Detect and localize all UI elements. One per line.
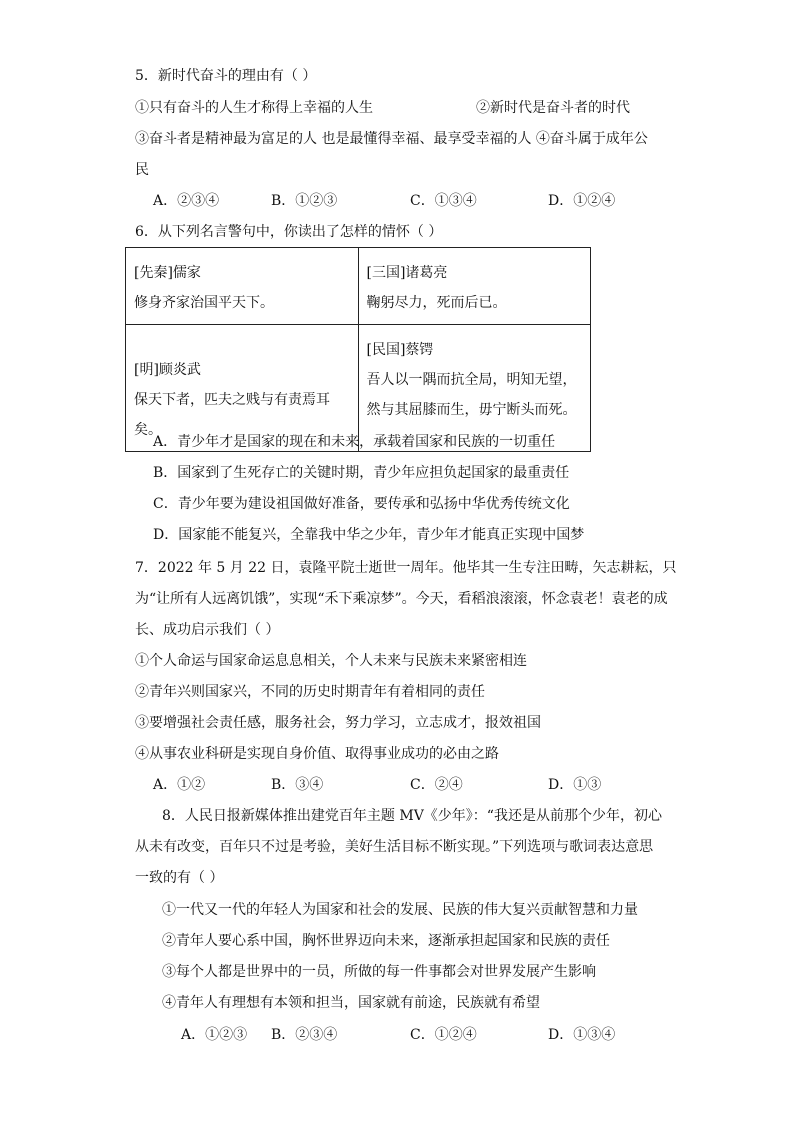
q7-statement-3: ③要增强社会责任感，服务社会，努力学习，立志成才，报效祖国	[135, 715, 541, 731]
q8-statement-2: ②青年人要心系中国，胸怀世界迈向未来，逐渐承担起国家和民族的责任	[162, 933, 610, 949]
q5-statement-3-cont: 民	[135, 162, 149, 178]
quotes-table	[125, 247, 591, 452]
q8-statement-3: ③每个人都是世界中的一员，所做的每一件事都会对世界发展产生影响	[162, 964, 596, 980]
q8-stem-line-2: 从未有改变，百年只不过是考验，美好生活目标不断实现。”下列选项与歌词表达意思	[135, 839, 654, 855]
q7-statement-1: ①个人命运与国家命运息息相关，个人未来与民族未来紧密相连	[135, 653, 527, 669]
q7-option-d[interactable]: D．①③	[548, 777, 602, 793]
q5-statement-3: ③奋斗者是精神最为富足的人 也是最懂得幸福、最享受幸福的人 ④奋斗属于成年公	[135, 131, 648, 147]
q6-option-a[interactable]: A．青少年才是国家的现在和未来，承载着国家和民族的一切重任	[153, 434, 556, 450]
quote-author: [明]顾炎武	[134, 362, 201, 378]
q6-option-b[interactable]: B．国家到了生死存亡的关键时期，青少年应担负起国家的最重责任	[153, 465, 570, 481]
q8-option-a[interactable]: A．①②③	[181, 1027, 248, 1043]
quote-text: 修身齐家治国平天下。	[134, 295, 274, 311]
q7-option-b[interactable]: B．③④	[271, 777, 324, 793]
q5-statement-2: ②新时代是奋斗者的时代	[476, 100, 630, 116]
quote-text: 鞠躬尽力，死而后已。	[366, 295, 507, 311]
q6-option-c[interactable]: C．青少年要为建设祖国做好准备，要传承和弘扬中华优秀传统文化	[153, 496, 570, 512]
quote-cell	[126, 248, 359, 325]
q8-stem-line-1: 8．人民日报新媒体推出建党百年主题 MV《少年》：“我还是从前那个少年，初心	[162, 808, 662, 824]
q8-option-c[interactable]: C．①②④	[410, 1027, 477, 1043]
quote-author: [民国]蔡锷	[366, 342, 434, 358]
q7-option-c[interactable]: C．②④	[410, 777, 463, 793]
q7-stem-line-1: 7．2022 年 5 月 22 日，袁隆平院士逝世一周年。他毕其一生专注田畴，矢志耕耘，只	[135, 560, 677, 576]
q8-option-d[interactable]: D．①③④	[548, 1027, 616, 1043]
q7-stem-line-2: 为“让所有人远离饥饿”，实现“禾下乘凉梦”。今天，看稻浪滚滚，怀念袁老！袁老的成	[135, 591, 668, 607]
q8-option-b[interactable]: B．②③④	[271, 1027, 338, 1043]
q5-option-d[interactable]: D．①②④	[548, 193, 616, 209]
q7-statement-2: ②青年兴则国家兴，不同的历史时期青年有着相同的责任	[135, 684, 485, 700]
quote-text: 吾人以一隅而抗全局，明知无望，	[366, 372, 577, 388]
q5-option-c[interactable]: C．①③④	[410, 193, 477, 209]
q8-statement-1: ①一代又一代的年轻人为国家和社会的发展、民族的伟大复兴贡献智慧和力量	[162, 902, 638, 918]
q6-option-d[interactable]: D．国家能不能复兴，全靠我中华之少年，青少年才能真正实现中国梦	[153, 527, 585, 543]
q7-statement-4: ④从事农业科研是实现自身价值、取得事业成功的必由之路	[135, 746, 499, 762]
quote-author: [三国]诸葛亮	[366, 265, 448, 281]
quote-author: [先秦]儒家	[134, 265, 201, 281]
q5-statement-1: ①只有奋斗的人生才称得上幸福的人生	[135, 100, 373, 116]
q8-stem-line-3: 一致的有（ ）	[135, 870, 224, 886]
q5-option-b[interactable]: B．①②③	[271, 193, 338, 209]
q5-stem: 5．新时代奋斗的理由有（ ）	[135, 68, 317, 84]
q6-stem: 6．从下列名言警句中，你读出了怎样的情怀（ ）	[135, 224, 443, 240]
quote-text: 保天下者，匹夫之贱与有责焉耳矣。	[134, 392, 330, 438]
q7-option-a[interactable]: A．①②	[153, 777, 206, 793]
q7-stem-line-3: 长、成功启示我们（ ）	[135, 622, 280, 638]
quote-cell	[358, 248, 591, 325]
quote-text-cont: 然与其屈膝而生，毋宁断头而死。	[366, 402, 577, 418]
q8-statement-4: ④青年人有理想有本领和担当，国家就有前途，民族就有希望	[162, 995, 540, 1011]
q5-option-a[interactable]: A．②③④	[153, 193, 220, 209]
